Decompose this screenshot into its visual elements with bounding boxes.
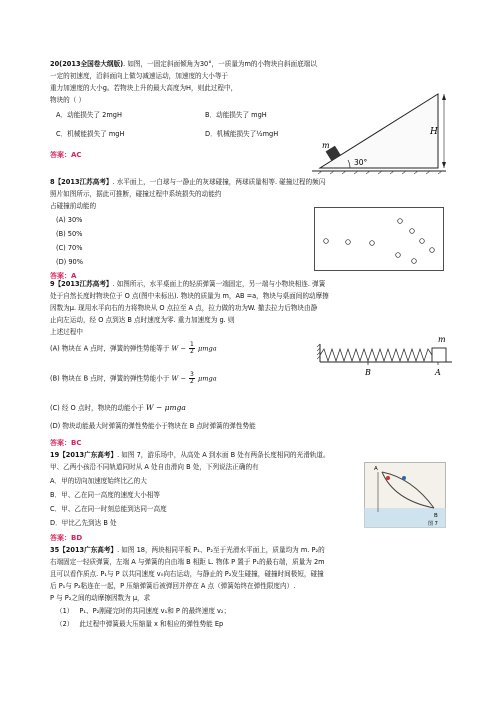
- q20-title: 20(2013全国卷大纲版): [50, 60, 124, 68]
- slides-figure: [364, 462, 446, 528]
- q9-stem-line-4: 止向左运动，经 O 点到达 B 点时速度为零. 重力加速度为 g. 则: [50, 316, 235, 324]
- q9-stem-line-5: 上述过程中: [50, 328, 83, 336]
- q9-stem-line-2: 处于自然长度时物块位于 O 点(图中未标出). 物块的质量为 m，AB =a，物块与桌面间的动摩擦: [50, 292, 329, 300]
- figure-caption: 图 7: [428, 521, 438, 527]
- q20-option-d: D．机械能损失了½mgH: [205, 130, 279, 138]
- q9-stem-line-3: 因数为μ. 现用水平向右的力将物块从 O 点拉至 A 点，拉力做的功为W. 撤去拉力后物块由静: [50, 304, 318, 312]
- spring-figure: [316, 330, 456, 378]
- q20-option-a: A．动能损失了 2mgH: [56, 111, 122, 119]
- q35-stem-line-1: 35【2013广东高考】. 如图 18，两块相同平板 P₁、P₂至于光滑水平面上，质量均为 m. P₂的: [50, 546, 325, 554]
- fig-label-a: A: [435, 368, 441, 377]
- fig-label-m: m: [322, 141, 330, 150]
- q19-option-a: A．甲的切向加速度始终比乙的大: [50, 477, 147, 485]
- q9-answer: 答案：BC: [50, 439, 82, 447]
- q19-option-c: C．甲、乙在同一时刻总能到达同一高度: [50, 505, 167, 513]
- q9-stem-line-1: 9【2013江苏高考】. 如图所示，水平桌面上的轻质弹簧一端固定，另一端与小物块相连. 弹簧: [50, 280, 326, 288]
- fraction: $\frac{3}{2}$: [190, 371, 194, 385]
- q35-stem-line-2: 右端固定一轻质弹簧，左端 A 与弹簧的自由端 B 相距 L. 物体 P 置于 P₁的最右端，质量为 2m: [50, 558, 325, 566]
- q9-option-d: (D) 物块动能最大时弹簧的弹性势能小于物块在 B 点时弹簧的弹性势能: [50, 422, 256, 430]
- q9-option-a: (A) 物块在 A 点时，弹簧的弹性势能等于 W − $\frac{1}{2}$ μmga: [50, 341, 217, 355]
- q9-title: 9【2013江苏高考】: [50, 280, 113, 288]
- q19-stem-line-2: 甲、乙两小孩沿不同轨道同时从 A 处自由滑向 B 处，下列说法正确的有: [50, 463, 259, 471]
- fig-label-b: B: [434, 513, 438, 519]
- q35-subquestion-2: （2） 此过程中弹簧最大压缩量 x 和相应的弹性势能 Ep: [56, 620, 224, 628]
- q20-stem-line-1: 20(2013全国卷大纲版). 如图，一固定斜面倾角为30°，一质量为m的小物块自斜面底端以: [50, 60, 317, 68]
- q8-stem-line-1: 8【2013江苏高考】. 水平面上，一白球与一静止的灰球碰撞，两球质量相等. 碰撞过程的频闪: [50, 178, 326, 186]
- q8-answer: 答案：A: [50, 272, 77, 280]
- q8-option-b: (B) 50%: [56, 230, 83, 238]
- fig-label-h: H: [430, 127, 438, 137]
- q20-option-b: B．动能损失了 mgH: [205, 111, 267, 119]
- q8-option-c: (C) 70%: [56, 244, 83, 252]
- q20-stem-line-4: 物块的（ ）: [50, 96, 86, 104]
- fig-label-b: B: [365, 368, 371, 377]
- fraction: $\frac{1}{2}$: [190, 341, 194, 355]
- fig-label-angle: 30°: [354, 158, 368, 167]
- q35-stem-line-3: 且可以看作质点. P₁与 P 以共同速度 v₀向右运动，与静止的 P₂发生碰撞，碰撞时间极短，碰撞: [50, 570, 324, 578]
- q20-stem-line-2: 一定的初速度，沿斜面向上做匀减速运动，加速度的大小等于: [50, 72, 229, 80]
- q19-option-b: B．甲、乙在同一高度的速度大小相等: [50, 491, 161, 499]
- q8-option-d: (D) 90%: [56, 258, 83, 266]
- q8-title: 8【2013江苏高考】: [50, 178, 113, 186]
- q35-subquestion-1: （1） P₁、P₂刚碰完时的共同速度 v₁和 P 的最终速度 v₂；: [56, 607, 231, 615]
- fig-label-a: A: [374, 466, 378, 472]
- q19-stem-line-1: 19【2013广东高考】. 如图 7，游乐场中，从高处 A 到水面 B 处有两条长度相同的光滑轨道。: [50, 451, 330, 459]
- q19-answer: 答案：BD: [50, 534, 83, 542]
- q20-answer: 答案：AC: [50, 151, 82, 159]
- q35-stem-line-4: 后 P₁与 P₂粘连在一起，P 压缩弹簧后被弹回并停在 A 点（弹簧始终在弹性限度内）.: [50, 582, 296, 590]
- q8-stem-line-3: 占碰撞前动能的: [50, 202, 97, 210]
- q19-option-d: D．甲比乙先到达 B 处: [50, 519, 117, 527]
- q35-title: 35【2013广东高考】: [50, 546, 118, 554]
- q9-option-c: (C) 经 O 点时，物块的动能小于 W − μmga: [50, 403, 186, 412]
- q20-stem-line-3: 重力加速度的大小g。若物块上升的最大高度为H，则此过程中，: [50, 84, 238, 92]
- q8-option-a: (A) 30%: [56, 216, 83, 224]
- q8-stem-line-2: 照片如图所示，据此可推断，碰撞过程中系统损失的动能约: [50, 190, 222, 198]
- q9-option-b: (B) 物块在 B 点时，弹簧的弹性势能小于 W − $\frac{3}{2}$ μmga: [50, 371, 217, 385]
- q19-title: 19【2013广东高考】: [50, 451, 118, 459]
- q20-option-c: C．机械能损失了 mgH: [56, 130, 125, 138]
- collision-photo-figure: [314, 207, 444, 271]
- fig-label-m: m: [438, 335, 446, 344]
- incline-figure: [310, 76, 450, 176]
- q35-stem-line-5: P 与 P₂之间的动摩擦因数为 μ，求: [50, 594, 151, 602]
